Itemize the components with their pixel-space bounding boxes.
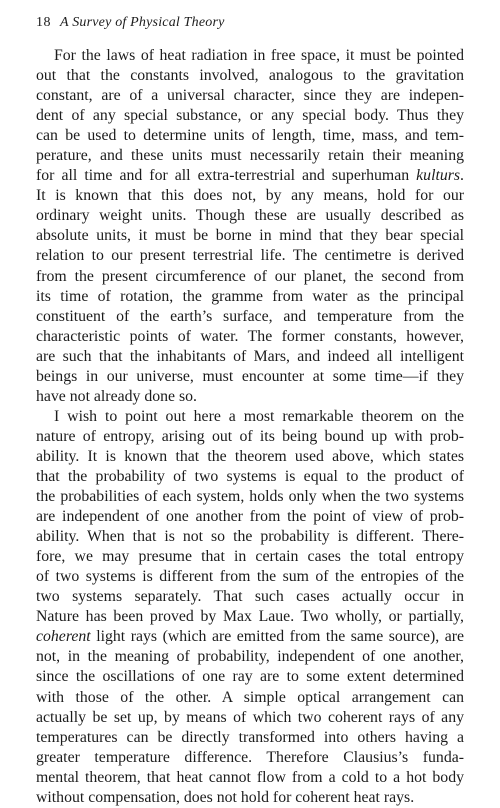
text-segment: temperatures can be directly transformed into others having a [36,728,464,746]
text-line [36,66,464,86]
text-segment: constant, are of a universal character, since they are indepen- [36,87,464,105]
text-segment: . [460,167,464,185]
text-segment: mental theorem, that heat cannot flow from a cold to a hot body [36,768,464,786]
text-segment: ordinary weight units. Though these are usually described as [36,207,464,225]
text-segment: For the laws of heat radiation in free space, it must be pointed [54,47,464,64]
text-line [36,407,464,427]
text-segment: relation to our present terrestrial life. The centimetre is derived [36,247,464,265]
text-segment: ability. It is known that the theorem used above, which states [36,447,464,465]
text-line [36,547,464,567]
text-segment: with those of the other. A simple optical arrangement can [36,688,464,706]
running-head [36,14,464,32]
book-page [36,14,464,808]
text-line [36,146,464,166]
text-line [36,788,464,808]
text-line [36,246,464,266]
text-segment: for all time and for all extra-terrestrial and superhuman [36,167,417,185]
text-line [36,688,464,708]
italic-text: coherent [36,628,91,646]
text-line [36,728,464,748]
text-segment: constituent of the earth’s surface, and temperature from the [36,307,464,325]
text-segment: perature, and these units must necessarily retain their meaning [36,147,464,165]
text-line [36,166,464,186]
text-segment: two systems separately. That such cases actually occur in [36,588,464,606]
text-segment: It is known that this does not, by any means, hold for our [36,187,464,205]
text-line [36,447,464,467]
text-line [36,667,464,687]
text-line [36,327,464,347]
text-line [36,647,464,667]
text-segment: of two systems is different from the sum of the entropies of the [36,568,464,586]
text-segment: light rays (which are emitted from the same source), are [90,628,464,646]
text-segment: actually be set up, by means of which two coherent rays of any [36,708,464,726]
italic-text: kulturs [416,167,461,185]
text-line [36,768,464,788]
body-text [36,46,464,808]
text-line [36,607,464,627]
text-line [36,387,464,407]
text-segment: greater temperature difference. Therefore Clausius’s funda- [36,748,464,766]
text-line [36,527,464,547]
text-segment: are independent of one another from the point of view of prob- [36,508,464,526]
text-line [36,748,464,768]
text-line [36,46,464,66]
text-segment: characteristic points of water. The former constants, however, [36,327,464,345]
text-segment: without compensation, does not hold for coherent heat rays. [36,788,415,806]
text-line [36,627,464,647]
text-line [36,708,464,728]
text-segment: absolute units, it must be borne in mind that they bear special [36,227,464,245]
text-line [36,507,464,527]
text-segment: beings in our universe, must encounter at some time—if they [36,367,464,385]
text-segment: ability. When that is not so the probability is different. There- [36,528,464,546]
paragraph [36,46,464,407]
text-segment: I wish to point out here a most remarkable theorem on the [54,407,464,425]
text-segment: Nature has been proved by Max Laue. Two wholly, or partially, [36,608,464,626]
text-segment: nature of entropy, arising out of its being bound up with prob- [36,427,464,445]
text-line [36,487,464,507]
text-line [36,467,464,487]
text-segment: the probabilities of each system, holds only when the two systems [36,488,464,506]
text-line [36,206,464,226]
text-line [36,126,464,146]
text-line [36,347,464,367]
text-line [36,106,464,126]
text-line [36,226,464,246]
text-line [36,86,464,106]
running-title: A Survey of Physical Theory [60,15,225,30]
paragraph [36,407,464,808]
text-segment: that the probability of two systems is equal to the product of [36,467,464,485]
text-segment: can be used to determine units of length, time, mass, and tem- [36,127,464,145]
text-line [36,567,464,587]
text-line [36,287,464,307]
text-segment: since the oscillations of one ray are to some extent determined [36,668,464,686]
text-line [36,186,464,206]
text-segment: its time of rotation, the gramme from water as the principal [36,287,464,305]
text-segment: are such that the inhabitants of Mars, and indeed all intelligent [36,347,464,365]
text-segment: dent of any special substance, or any special body. Thus they [36,107,464,125]
text-segment: not, in the meaning of probability, independent of one another, [36,648,464,666]
text-segment: fore, we may presume that in certain cases the total entropy [36,548,464,566]
text-segment: from the present circumference of our planet, the second from [36,267,464,285]
text-line [36,367,464,387]
text-line [36,267,464,287]
page-number: 18 [36,15,51,30]
text-segment: out that the constants involved, analogous to the gravitation [36,67,464,85]
text-line [36,427,464,447]
text-line [36,587,464,607]
text-line [36,307,464,327]
text-segment: have not already done so. [36,387,197,405]
